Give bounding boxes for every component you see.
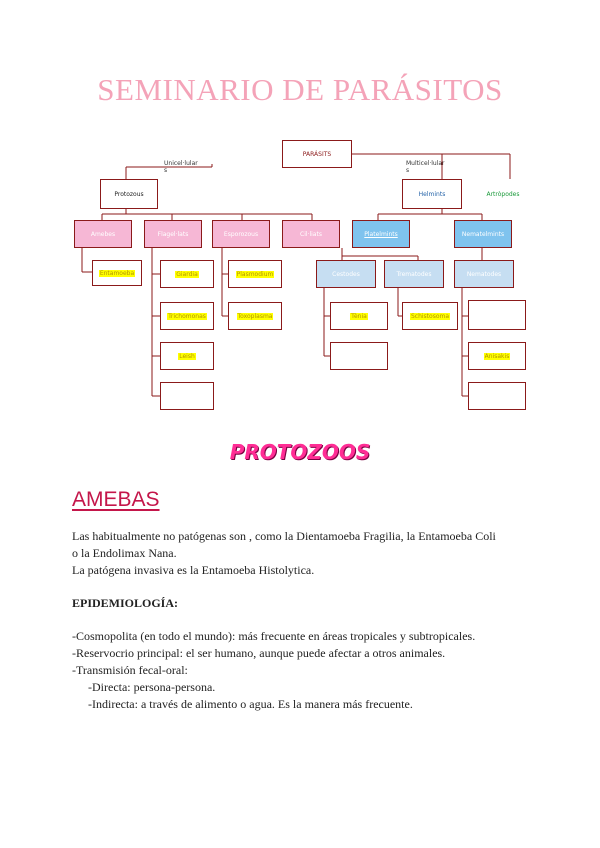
parasites-diagram [72, 134, 532, 416]
node-protozous-label: Protozous [114, 190, 144, 198]
node-trichomonas-label: Trichomonas [168, 312, 206, 320]
node-helmints [402, 179, 462, 209]
node-cestodes [316, 260, 376, 288]
node-ciliats-label: Cil·liats [300, 230, 322, 238]
node-leishmania [160, 342, 214, 370]
node-leishmania-label: Leish [179, 352, 195, 360]
node-esporozous [212, 220, 270, 248]
node-nematodes-label: Nematodes [466, 270, 502, 278]
node-nematelmints [454, 220, 512, 248]
node-plasmodium-label: Plasmodium [236, 270, 274, 278]
node-anisakis-label: Anisakis [484, 352, 510, 360]
label-multicellular [406, 160, 445, 174]
node-ciliats [282, 220, 340, 248]
node-entamoeba-label: Entamoeba [99, 269, 135, 277]
node-trichomonas [160, 302, 214, 330]
node-esporozous-label: Esporozous [223, 230, 259, 238]
node-amebes [74, 220, 132, 248]
epi-line-3: -Transmisión fecal-oral: [72, 663, 188, 677]
node-toxoplasma [228, 302, 282, 330]
node-taenia-label: Tènia [351, 312, 367, 320]
label-multicellular-suffix: s [406, 167, 410, 174]
node-nematodes-empty-2 [468, 382, 526, 410]
node-amebes-label: Amebes [90, 230, 116, 238]
intro-paragraph [72, 528, 542, 579]
node-nematodes-empty-1 [468, 300, 526, 330]
epi-subline-2: -Indirecta: a través de alimento o agua. Es la manera más frecuente. [88, 697, 413, 711]
node-flagelats-label: Flagel·lats [157, 230, 189, 238]
node-taenia [330, 302, 388, 330]
intro-line-2: o la Endolimax Nana. [72, 546, 177, 560]
label-unicellular-suffix: s [164, 167, 168, 174]
epi-line-2: -Reservocrio principal: el ser humano, aunque puede afectar a otros animales. [72, 646, 446, 660]
node-parasits [282, 140, 352, 168]
node-protozous [100, 179, 158, 209]
label-multicellular-text: Multicel·lular [406, 160, 445, 167]
label-unicellular [164, 160, 198, 174]
node-platelmints-label: Platelmints [364, 230, 398, 238]
document-title: SEMINARIO DE PARÁSITOS [97, 72, 503, 107]
node-anisakis [468, 342, 526, 370]
section-subtitle: PROTOZOOS [229, 440, 371, 464]
node-schistosoma [402, 302, 458, 330]
node-giardia [160, 260, 214, 288]
node-schistosoma-label: Schistosoma [410, 312, 450, 320]
label-unicellular-text: Unicel·lular [164, 160, 198, 167]
intro-line-3: La patógena invasiva es la Entamoeba Histolytica. [72, 563, 315, 577]
section-heading: AMEBAS [72, 488, 160, 511]
node-artropodes [474, 179, 532, 209]
node-helmints-label: Helmints [418, 190, 446, 198]
epi-line-1: -Cosmopolita (en todo el mundo): más frecuente en áreas tropicales y subtropicales. [72, 629, 476, 643]
node-plasmodium [228, 260, 282, 288]
node-trematodes-label: Trematodes [396, 270, 432, 278]
node-entamoeba [92, 260, 142, 286]
node-toxoplasma-label: Toxoplasma [237, 312, 273, 320]
node-giardia-label: Giardia [176, 270, 198, 278]
node-flagelats [144, 220, 202, 248]
epi-subline-1: -Directa: persona-persona. [88, 680, 216, 694]
node-cestodes-label: Cestodes [332, 270, 360, 278]
node-platelmints [352, 220, 410, 248]
node-flagelats-empty [160, 382, 214, 410]
node-trematodes [384, 260, 444, 288]
node-nematodes [454, 260, 514, 288]
node-parasits-label: PARÁSITS [302, 150, 332, 158]
intro-line-1: Las habitualmente no patógenas son , como la Dientamoeba Fragilia, la Entamoeba Coli [72, 529, 496, 543]
node-cestodes-empty [330, 342, 388, 370]
node-nematelmints-label: Nematelmints [461, 230, 505, 238]
node-artropodes-label: Artròpodes [486, 190, 520, 198]
epidemiology-list [72, 628, 542, 713]
epidemiology-heading: EPIDEMIOLOGÍA: [72, 596, 179, 610]
